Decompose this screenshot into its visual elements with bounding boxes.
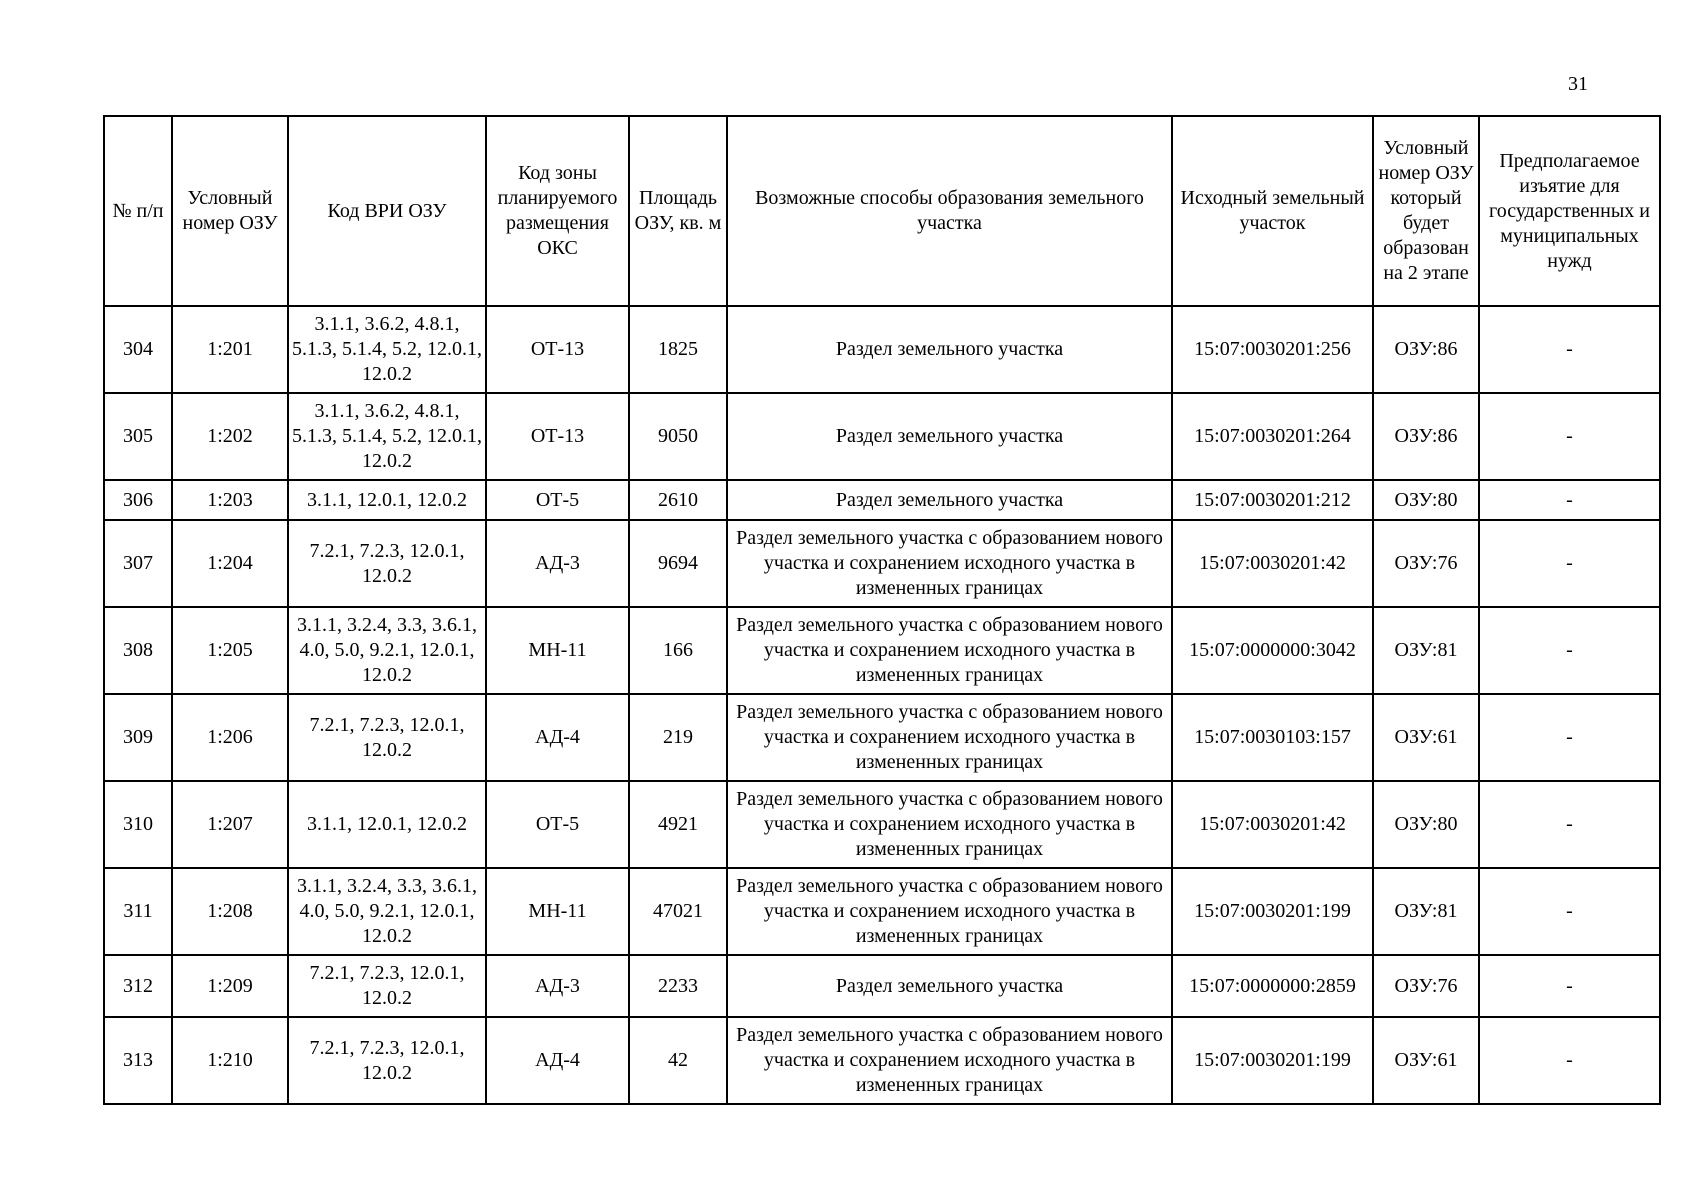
cell-stage-2-number: ОЗУ:80 xyxy=(1373,480,1479,520)
cell-vri-code: 7.2.1, 7.2.3, 12.0.1, 12.0.2 xyxy=(288,520,486,607)
cell-conditional-number: 1:201 xyxy=(172,306,288,393)
cell-row-number: 309 xyxy=(104,694,172,781)
cell-withdrawal: - xyxy=(1479,955,1660,1017)
cell-formation-method: Раздел земельного участка xyxy=(727,955,1172,1017)
header-formation-methods xyxy=(727,116,1172,306)
table-row xyxy=(104,781,1660,868)
cell-stage-2-number: ОЗУ:86 xyxy=(1373,306,1479,393)
cell-formation-method: Раздел земельного участка xyxy=(727,393,1172,480)
cell-zone-code: АД-3 xyxy=(486,520,629,607)
cell-conditional-number: 1:207 xyxy=(172,781,288,868)
header-label: Исходный земельный участок xyxy=(1180,187,1365,234)
cell-withdrawal: - xyxy=(1479,480,1660,520)
page-number: 31 xyxy=(1568,73,1588,95)
cell-row-number: 305 xyxy=(104,393,172,480)
cell-withdrawal: - xyxy=(1479,306,1660,393)
cell-stage-2-number: ОЗУ:80 xyxy=(1373,781,1479,868)
cell-zone-code: ОТ-13 xyxy=(486,306,629,393)
header-vri-code xyxy=(288,116,486,306)
cell-formation-method: Раздел земельного участка с образованием нового участка и сохранением исходного участка в измененных границах xyxy=(727,520,1172,607)
cell-row-number: 307 xyxy=(104,520,172,607)
header-withdrawal xyxy=(1479,116,1660,306)
cell-area: 2233 xyxy=(629,955,727,1017)
cell-row-number: 306 xyxy=(104,480,172,520)
cell-stage-2-number: ОЗУ:76 xyxy=(1373,955,1479,1017)
cell-withdrawal: - xyxy=(1479,607,1660,694)
cell-source-plot: 15:07:0030201:212 xyxy=(1172,480,1373,520)
cell-source-plot: 15:07:0030103:157 xyxy=(1172,694,1373,781)
cell-zone-code: АД-4 xyxy=(486,694,629,781)
cell-vri-code: 3.1.1, 3.2.4, 3.3, 3.6.1, 4.0, 5.0, 9.2.1, 12.0.1, 12.0.2 xyxy=(288,607,486,694)
cell-source-plot: 15:07:0030201:199 xyxy=(1172,868,1373,955)
cell-area: 4921 xyxy=(629,781,727,868)
cell-stage-2-number: ОЗУ:61 xyxy=(1373,1017,1479,1104)
cell-stage-2-number: ОЗУ:81 xyxy=(1373,607,1479,694)
cell-row-number: 312 xyxy=(104,955,172,1017)
table-row xyxy=(104,607,1660,694)
cell-zone-code: АД-4 xyxy=(486,1017,629,1104)
cell-zone-code: АД-3 xyxy=(486,955,629,1017)
cell-formation-method: Раздел земельного участка xyxy=(727,306,1172,393)
cell-withdrawal: - xyxy=(1479,781,1660,868)
table-row xyxy=(104,1017,1660,1104)
header-label: № п/п xyxy=(112,199,164,222)
cell-source-plot: 15:07:0030201:199 xyxy=(1172,1017,1373,1104)
header-label: Предполагаемое изъятие для государственных и муниципальных нужд xyxy=(1489,149,1650,272)
cell-zone-code: ОТ-5 xyxy=(486,480,629,520)
table-row xyxy=(104,955,1660,1017)
cell-area: 2610 xyxy=(629,480,727,520)
cell-row-number: 308 xyxy=(104,607,172,694)
cell-zone-code: МН-11 xyxy=(486,868,629,955)
table-row xyxy=(104,306,1660,393)
cell-withdrawal: - xyxy=(1479,1017,1660,1104)
header-label: Код ВРИ ОЗУ xyxy=(327,199,447,222)
cell-withdrawal: - xyxy=(1479,520,1660,607)
cell-withdrawal: - xyxy=(1479,868,1660,955)
cell-formation-method: Раздел земельного участка с образованием нового участка и сохранением исходного участка в измененных границах xyxy=(727,694,1172,781)
header-label: Код зоны планируемого размещения ОКС xyxy=(497,162,618,259)
cell-formation-method: Раздел земельного участка с образованием нового участка и сохранением исходного участка в измененных границах xyxy=(727,868,1172,955)
cell-conditional-number: 1:209 xyxy=(172,955,288,1017)
cell-stage-2-number: ОЗУ:81 xyxy=(1373,868,1479,955)
table-row xyxy=(104,480,1660,520)
land-plots-table xyxy=(103,115,1661,1105)
header-label: Площадь ОЗУ, кв. м xyxy=(634,187,722,234)
cell-source-plot: 15:07:0030201:264 xyxy=(1172,393,1373,480)
cell-source-plot: 15:07:0030201:42 xyxy=(1172,781,1373,868)
cell-conditional-number: 1:210 xyxy=(172,1017,288,1104)
table-row xyxy=(104,520,1660,607)
cell-conditional-number: 1:205 xyxy=(172,607,288,694)
cell-formation-method: Раздел земельного участка с образованием нового участка и сохранением исходного участка в измененных границах xyxy=(727,781,1172,868)
cell-area: 42 xyxy=(629,1017,727,1104)
cell-conditional-number: 1:208 xyxy=(172,868,288,955)
cell-vri-code: 3.1.1, 3.6.2, 4.8.1, 5.1.3, 5.1.4, 5.2, 12.0.1, 12.0.2 xyxy=(288,306,486,393)
cell-vri-code: 7.2.1, 7.2.3, 12.0.1, 12.0.2 xyxy=(288,694,486,781)
cell-source-plot: 15:07:0000000:2859 xyxy=(1172,955,1373,1017)
cell-area: 47021 xyxy=(629,868,727,955)
table-header-row xyxy=(104,116,1660,306)
cell-stage-2-number: ОЗУ:76 xyxy=(1373,520,1479,607)
cell-stage-2-number: ОЗУ:86 xyxy=(1373,393,1479,480)
cell-area: 166 xyxy=(629,607,727,694)
cell-vri-code: 7.2.1, 7.2.3, 12.0.1, 12.0.2 xyxy=(288,1017,486,1104)
header-stage-2-number xyxy=(1373,116,1479,306)
cell-row-number: 311 xyxy=(104,868,172,955)
cell-row-number: 304 xyxy=(104,306,172,393)
cell-area: 1825 xyxy=(629,306,727,393)
cell-row-number: 313 xyxy=(104,1017,172,1104)
cell-zone-code: МН-11 xyxy=(486,607,629,694)
cell-zone-code: ОТ-5 xyxy=(486,781,629,868)
cell-vri-code: 3.1.1, 3.6.2, 4.8.1, 5.1.3, 5.1.4, 5.2, 12.0.1, 12.0.2 xyxy=(288,393,486,480)
cell-formation-method: Раздел земельного участка с образованием нового участка и сохранением исходного участка в измененных границах xyxy=(727,1017,1172,1104)
cell-vri-code: 3.1.1, 3.2.4, 3.3, 3.6.1, 4.0, 5.0, 9.2.1, 12.0.1, 12.0.2 xyxy=(288,868,486,955)
cell-area: 9694 xyxy=(629,520,727,607)
cell-formation-method: Раздел земельного участка с образованием нового участка и сохранением исходного участка в измененных границах xyxy=(727,607,1172,694)
header-label: Условный номер ОЗУ xyxy=(182,187,278,234)
header-label: Возможные способы образования земельного участка xyxy=(755,187,1144,234)
cell-vri-code: 3.1.1, 12.0.1, 12.0.2 xyxy=(288,480,486,520)
header-conditional-number xyxy=(172,116,288,306)
header-row-number xyxy=(104,116,172,306)
cell-conditional-number: 1:203 xyxy=(172,480,288,520)
cell-stage-2-number: ОЗУ:61 xyxy=(1373,694,1479,781)
header-label: Условный номер ОЗУ который будет образован на 2 этапе xyxy=(1378,137,1474,284)
cell-area: 9050 xyxy=(629,393,727,480)
cell-withdrawal: - xyxy=(1479,393,1660,480)
cell-vri-code: 3.1.1, 12.0.1, 12.0.2 xyxy=(288,781,486,868)
table-row xyxy=(104,868,1660,955)
cell-row-number: 310 xyxy=(104,781,172,868)
cell-vri-code: 7.2.1, 7.2.3, 12.0.1, 12.0.2 xyxy=(288,955,486,1017)
header-source-plot xyxy=(1172,116,1373,306)
cell-conditional-number: 1:204 xyxy=(172,520,288,607)
table-row xyxy=(104,694,1660,781)
cell-withdrawal: - xyxy=(1479,694,1660,781)
cell-conditional-number: 1:206 xyxy=(172,694,288,781)
cell-zone-code: ОТ-13 xyxy=(486,393,629,480)
header-zone-code xyxy=(486,116,629,306)
header-area xyxy=(629,116,727,306)
table-row xyxy=(104,393,1660,480)
cell-area: 219 xyxy=(629,694,727,781)
cell-source-plot: 15:07:0030201:256 xyxy=(1172,306,1373,393)
cell-formation-method: Раздел земельного участка xyxy=(727,480,1172,520)
cell-conditional-number: 1:202 xyxy=(172,393,288,480)
cell-source-plot: 15:07:0000000:3042 xyxy=(1172,607,1373,694)
cell-source-plot: 15:07:0030201:42 xyxy=(1172,520,1373,607)
